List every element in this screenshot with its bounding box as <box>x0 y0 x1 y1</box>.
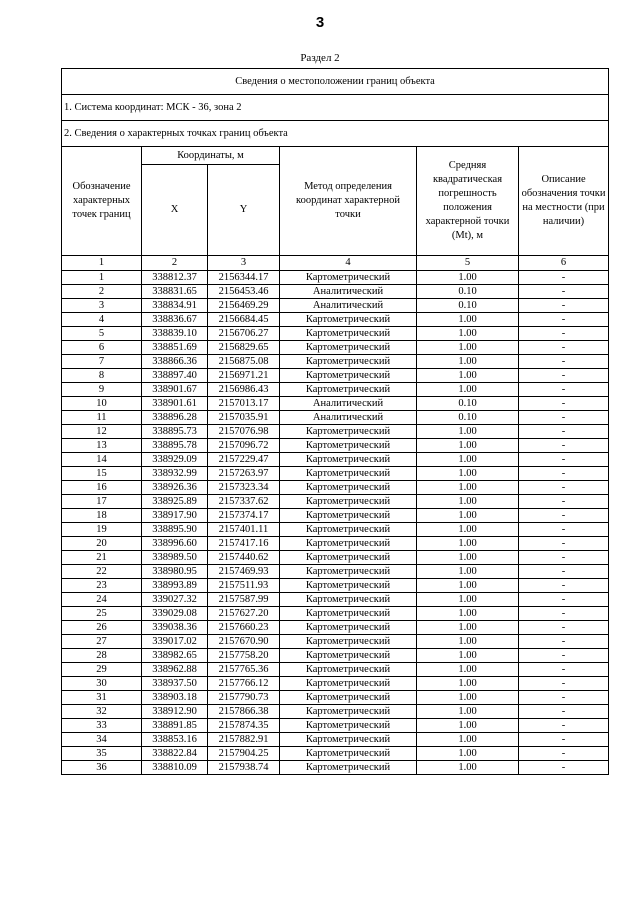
y-coordinate-cell: 2156971.21 <box>208 369 280 383</box>
x-coordinate-cell: 338901.61 <box>142 397 208 411</box>
accuracy-cell: 1.00 <box>417 565 519 579</box>
column-number: 6 <box>519 256 609 271</box>
x-coordinate-cell: 338917.90 <box>142 509 208 523</box>
table-row <box>62 761 609 775</box>
point-number-cell: 28 <box>62 649 142 663</box>
method-cell: Картометрический <box>280 453 417 467</box>
y-coordinate-cell: 2157229.47 <box>208 453 280 467</box>
method-cell: Аналитический <box>280 411 417 425</box>
point-number-cell: 22 <box>62 565 142 579</box>
description-cell: - <box>519 607 609 621</box>
y-coordinate-cell: 2157882.91 <box>208 733 280 747</box>
coordinate-system: 1. Система координат: МСК - 36, зона 2 <box>62 95 609 121</box>
accuracy-cell: 1.00 <box>417 719 519 733</box>
table-row <box>62 271 609 285</box>
x-coordinate-cell: 338980.95 <box>142 565 208 579</box>
header-y: Y <box>208 165 280 256</box>
description-cell: - <box>519 635 609 649</box>
description-cell: - <box>519 355 609 369</box>
x-coordinate-cell: 338932.99 <box>142 467 208 481</box>
description-cell: - <box>519 299 609 313</box>
x-coordinate-cell: 338831.65 <box>142 285 208 299</box>
description-cell: - <box>519 747 609 761</box>
accuracy-cell: 1.00 <box>417 425 519 439</box>
description-cell: - <box>519 467 609 481</box>
method-cell: Картометрический <box>280 705 417 719</box>
table-row <box>62 481 609 495</box>
accuracy-cell: 1.00 <box>417 649 519 663</box>
column-number-row <box>62 256 609 271</box>
table-row <box>62 285 609 299</box>
accuracy-cell: 1.00 <box>417 663 519 677</box>
description-cell: - <box>519 649 609 663</box>
table-row <box>62 537 609 551</box>
x-coordinate-cell: 338926.36 <box>142 481 208 495</box>
x-coordinate-cell: 339027.32 <box>142 593 208 607</box>
description-cell: - <box>519 327 609 341</box>
x-coordinate-cell: 338836.67 <box>142 313 208 327</box>
header-accuracy: Средняя квадратическая погрешность положения характерной точки (Mt), м <box>417 147 519 256</box>
method-cell: Картометрический <box>280 593 417 607</box>
accuracy-cell: 1.00 <box>417 509 519 523</box>
accuracy-cell: 1.00 <box>417 271 519 285</box>
y-coordinate-cell: 2157096.72 <box>208 439 280 453</box>
table-row <box>62 579 609 593</box>
header-coordinates: Координаты, м <box>142 147 280 165</box>
header-point-designation: Обозначение характерных точек границ <box>62 147 142 256</box>
method-cell: Аналитический <box>280 285 417 299</box>
accuracy-cell: 0.10 <box>417 397 519 411</box>
table-row <box>62 341 609 355</box>
description-cell: - <box>519 523 609 537</box>
table-title: Сведения о местоположении границ объекта <box>62 69 609 95</box>
method-cell: Картометрический <box>280 327 417 341</box>
x-coordinate-cell: 338851.69 <box>142 341 208 355</box>
point-number-cell: 33 <box>62 719 142 733</box>
table-row <box>62 719 609 733</box>
x-coordinate-cell: 338895.78 <box>142 439 208 453</box>
x-coordinate-cell: 338897.40 <box>142 369 208 383</box>
description-cell: - <box>519 677 609 691</box>
point-number-cell: 14 <box>62 453 142 467</box>
x-coordinate-cell: 338901.67 <box>142 383 208 397</box>
point-number-cell: 36 <box>62 761 142 775</box>
method-cell: Аналитический <box>280 397 417 411</box>
method-cell: Картометрический <box>280 425 417 439</box>
method-cell: Картометрический <box>280 341 417 355</box>
accuracy-cell: 1.00 <box>417 607 519 621</box>
accuracy-cell: 1.00 <box>417 761 519 775</box>
description-cell: - <box>519 411 609 425</box>
method-cell: Картометрический <box>280 313 417 327</box>
y-coordinate-cell: 2157417.16 <box>208 537 280 551</box>
accuracy-cell: 1.00 <box>417 341 519 355</box>
x-coordinate-cell: 338866.36 <box>142 355 208 369</box>
point-number-cell: 23 <box>62 579 142 593</box>
table-row <box>62 467 609 481</box>
description-cell: - <box>519 271 609 285</box>
table-row <box>62 327 609 341</box>
method-cell: Картометрический <box>280 649 417 663</box>
accuracy-cell: 1.00 <box>417 467 519 481</box>
point-number-cell: 1 <box>62 271 142 285</box>
description-cell: - <box>519 495 609 509</box>
method-cell: Картометрический <box>280 761 417 775</box>
y-coordinate-cell: 2157938.74 <box>208 761 280 775</box>
point-number-cell: 7 <box>62 355 142 369</box>
table-row <box>62 551 609 565</box>
y-coordinate-cell: 2157874.35 <box>208 719 280 733</box>
description-cell: - <box>519 383 609 397</box>
x-coordinate-cell: 338937.50 <box>142 677 208 691</box>
y-coordinate-cell: 2157511.93 <box>208 579 280 593</box>
boundary-points-table <box>61 68 609 775</box>
method-cell: Картометрический <box>280 509 417 523</box>
point-number-cell: 31 <box>62 691 142 705</box>
y-coordinate-cell: 2157076.98 <box>208 425 280 439</box>
y-coordinate-cell: 2157904.25 <box>208 747 280 761</box>
method-cell: Картометрический <box>280 439 417 453</box>
y-coordinate-cell: 2157401.11 <box>208 523 280 537</box>
method-cell: Картометрический <box>280 565 417 579</box>
accuracy-cell: 1.00 <box>417 747 519 761</box>
y-coordinate-cell: 2156706.27 <box>208 327 280 341</box>
method-cell: Картометрический <box>280 691 417 705</box>
table-row <box>62 705 609 719</box>
description-cell: - <box>519 425 609 439</box>
table-row <box>62 369 609 383</box>
table-row <box>62 747 609 761</box>
method-cell: Картометрический <box>280 467 417 481</box>
description-cell: - <box>519 733 609 747</box>
x-coordinate-cell: 338822.84 <box>142 747 208 761</box>
point-number-cell: 9 <box>62 383 142 397</box>
method-cell: Картометрический <box>280 621 417 635</box>
x-coordinate-cell: 338895.90 <box>142 523 208 537</box>
accuracy-cell: 1.00 <box>417 593 519 607</box>
point-number-cell: 5 <box>62 327 142 341</box>
description-cell: - <box>519 593 609 607</box>
x-coordinate-cell: 339038.36 <box>142 621 208 635</box>
y-coordinate-cell: 2156875.08 <box>208 355 280 369</box>
accuracy-cell: 1.00 <box>417 579 519 593</box>
accuracy-cell: 1.00 <box>417 439 519 453</box>
method-cell: Картометрический <box>280 383 417 397</box>
y-coordinate-cell: 2157866.38 <box>208 705 280 719</box>
column-number: 1 <box>62 256 142 271</box>
method-cell: Картометрический <box>280 635 417 649</box>
method-cell: Картометрический <box>280 355 417 369</box>
y-coordinate-cell: 2157670.90 <box>208 635 280 649</box>
y-coordinate-cell: 2157337.62 <box>208 495 280 509</box>
y-coordinate-cell: 2157758.20 <box>208 649 280 663</box>
point-number-cell: 20 <box>62 537 142 551</box>
table-row <box>62 509 609 523</box>
point-number-cell: 11 <box>62 411 142 425</box>
accuracy-cell: 1.00 <box>417 495 519 509</box>
point-number-cell: 35 <box>62 747 142 761</box>
accuracy-cell: 0.10 <box>417 285 519 299</box>
y-coordinate-cell: 2157323.34 <box>208 481 280 495</box>
column-number: 2 <box>142 256 208 271</box>
y-coordinate-cell: 2157374.17 <box>208 509 280 523</box>
method-cell: Картометрический <box>280 747 417 761</box>
description-cell: - <box>519 481 609 495</box>
point-number-cell: 25 <box>62 607 142 621</box>
table-row <box>62 313 609 327</box>
point-number-cell: 21 <box>62 551 142 565</box>
points-heading: 2. Сведения о характерных точках границ объекта <box>62 121 609 147</box>
y-coordinate-cell: 2157766.12 <box>208 677 280 691</box>
description-cell: - <box>519 341 609 355</box>
y-coordinate-cell: 2157660.23 <box>208 621 280 635</box>
table-row <box>62 691 609 705</box>
accuracy-cell: 1.00 <box>417 481 519 495</box>
point-number-cell: 3 <box>62 299 142 313</box>
point-number-cell: 29 <box>62 663 142 677</box>
table-row <box>62 593 609 607</box>
y-coordinate-cell: 2157035.91 <box>208 411 280 425</box>
method-cell: Картометрический <box>280 271 417 285</box>
accuracy-cell: 1.00 <box>417 677 519 691</box>
method-cell: Картометрический <box>280 719 417 733</box>
method-cell: Картометрический <box>280 495 417 509</box>
header-x: X <box>142 165 208 256</box>
y-coordinate-cell: 2156469.29 <box>208 299 280 313</box>
accuracy-cell: 1.00 <box>417 313 519 327</box>
point-number-cell: 19 <box>62 523 142 537</box>
point-number-cell: 13 <box>62 439 142 453</box>
method-cell: Картометрический <box>280 663 417 677</box>
header-description: Описание обозначения точки на местности (при наличии) <box>519 147 609 256</box>
method-cell: Картометрический <box>280 579 417 593</box>
accuracy-cell: 1.00 <box>417 537 519 551</box>
point-number-cell: 6 <box>62 341 142 355</box>
y-coordinate-cell: 2157469.93 <box>208 565 280 579</box>
x-coordinate-cell: 338982.65 <box>142 649 208 663</box>
point-number-cell: 10 <box>62 397 142 411</box>
table-row <box>62 565 609 579</box>
table-row <box>62 649 609 663</box>
table-row <box>62 621 609 635</box>
method-cell: Аналитический <box>280 299 417 313</box>
point-number-cell: 15 <box>62 467 142 481</box>
x-coordinate-cell: 338962.88 <box>142 663 208 677</box>
page-number: 3 <box>315 14 325 31</box>
table-row <box>62 607 609 621</box>
description-cell: - <box>519 621 609 635</box>
x-coordinate-cell: 338895.73 <box>142 425 208 439</box>
point-number-cell: 27 <box>62 635 142 649</box>
table-row <box>62 663 609 677</box>
table-row <box>62 635 609 649</box>
x-coordinate-cell: 338993.89 <box>142 579 208 593</box>
x-coordinate-cell: 338853.16 <box>142 733 208 747</box>
points-table-body <box>62 271 609 775</box>
description-cell: - <box>519 313 609 327</box>
point-number-cell: 18 <box>62 509 142 523</box>
table-row <box>62 453 609 467</box>
x-coordinate-cell: 338810.09 <box>142 761 208 775</box>
point-number-cell: 4 <box>62 313 142 327</box>
description-cell: - <box>519 285 609 299</box>
point-number-cell: 8 <box>62 369 142 383</box>
table-row <box>62 383 609 397</box>
point-number-cell: 32 <box>62 705 142 719</box>
accuracy-cell: 1.00 <box>417 453 519 467</box>
y-coordinate-cell: 2156829.65 <box>208 341 280 355</box>
point-number-cell: 16 <box>62 481 142 495</box>
method-cell: Картометрический <box>280 537 417 551</box>
table-row <box>62 299 609 313</box>
method-cell: Картометрический <box>280 523 417 537</box>
x-coordinate-cell: 338912.90 <box>142 705 208 719</box>
y-coordinate-cell: 2157790.73 <box>208 691 280 705</box>
x-coordinate-cell: 338996.60 <box>142 537 208 551</box>
point-number-cell: 34 <box>62 733 142 747</box>
description-cell: - <box>519 369 609 383</box>
description-cell: - <box>519 551 609 565</box>
x-coordinate-cell: 338812.37 <box>142 271 208 285</box>
accuracy-cell: 0.10 <box>417 299 519 313</box>
y-coordinate-cell: 2156684.45 <box>208 313 280 327</box>
method-cell: Картометрический <box>280 733 417 747</box>
x-coordinate-cell: 338896.28 <box>142 411 208 425</box>
accuracy-cell: 1.00 <box>417 523 519 537</box>
method-cell: Картометрический <box>280 369 417 383</box>
table-row <box>62 355 609 369</box>
description-cell: - <box>519 537 609 551</box>
point-number-cell: 26 <box>62 621 142 635</box>
accuracy-cell: 1.00 <box>417 733 519 747</box>
accuracy-cell: 1.00 <box>417 705 519 719</box>
table-row <box>62 411 609 425</box>
y-coordinate-cell: 2157627.20 <box>208 607 280 621</box>
x-coordinate-cell: 338834.91 <box>142 299 208 313</box>
accuracy-cell: 1.00 <box>417 621 519 635</box>
y-coordinate-cell: 2157587.99 <box>208 593 280 607</box>
description-cell: - <box>519 453 609 467</box>
description-cell: - <box>519 719 609 733</box>
accuracy-cell: 1.00 <box>417 551 519 565</box>
description-cell: - <box>519 565 609 579</box>
y-coordinate-cell: 2156453.46 <box>208 285 280 299</box>
accuracy-cell: 1.00 <box>417 691 519 705</box>
column-number: 5 <box>417 256 519 271</box>
table-row <box>62 523 609 537</box>
method-cell: Картометрический <box>280 677 417 691</box>
table-row <box>62 495 609 509</box>
x-coordinate-cell: 339029.08 <box>142 607 208 621</box>
table-row <box>62 397 609 411</box>
x-coordinate-cell: 338839.10 <box>142 327 208 341</box>
table-row <box>62 439 609 453</box>
y-coordinate-cell: 2157013.17 <box>208 397 280 411</box>
description-cell: - <box>519 691 609 705</box>
description-cell: - <box>519 579 609 593</box>
x-coordinate-cell: 338929.09 <box>142 453 208 467</box>
y-coordinate-cell: 2157765.36 <box>208 663 280 677</box>
description-cell: - <box>519 509 609 523</box>
method-cell: Картометрический <box>280 481 417 495</box>
y-coordinate-cell: 2157440.62 <box>208 551 280 565</box>
description-cell: - <box>519 439 609 453</box>
point-number-cell: 17 <box>62 495 142 509</box>
y-coordinate-cell: 2156344.17 <box>208 271 280 285</box>
description-cell: - <box>519 663 609 677</box>
description-cell: - <box>519 705 609 719</box>
x-coordinate-cell: 339017.02 <box>142 635 208 649</box>
column-number: 3 <box>208 256 280 271</box>
method-cell: Картометрический <box>280 551 417 565</box>
point-number-cell: 24 <box>62 593 142 607</box>
description-cell: - <box>519 397 609 411</box>
description-cell: - <box>519 761 609 775</box>
table-row <box>62 425 609 439</box>
x-coordinate-cell: 338891.85 <box>142 719 208 733</box>
x-coordinate-cell: 338903.18 <box>142 691 208 705</box>
accuracy-cell: 1.00 <box>417 635 519 649</box>
x-coordinate-cell: 338989.50 <box>142 551 208 565</box>
accuracy-cell: 1.00 <box>417 383 519 397</box>
table-row <box>62 677 609 691</box>
point-number-cell: 2 <box>62 285 142 299</box>
column-number: 4 <box>280 256 417 271</box>
accuracy-cell: 0.10 <box>417 411 519 425</box>
method-cell: Картометрический <box>280 607 417 621</box>
table-row <box>62 733 609 747</box>
x-coordinate-cell: 338925.89 <box>142 495 208 509</box>
section-title: Раздел 2 <box>300 52 340 64</box>
accuracy-cell: 1.00 <box>417 369 519 383</box>
point-number-cell: 12 <box>62 425 142 439</box>
accuracy-cell: 1.00 <box>417 327 519 341</box>
header-method: Метод определения координат характерной точки <box>280 147 417 256</box>
y-coordinate-cell: 2156986.43 <box>208 383 280 397</box>
accuracy-cell: 1.00 <box>417 355 519 369</box>
point-number-cell: 30 <box>62 677 142 691</box>
y-coordinate-cell: 2157263.97 <box>208 467 280 481</box>
